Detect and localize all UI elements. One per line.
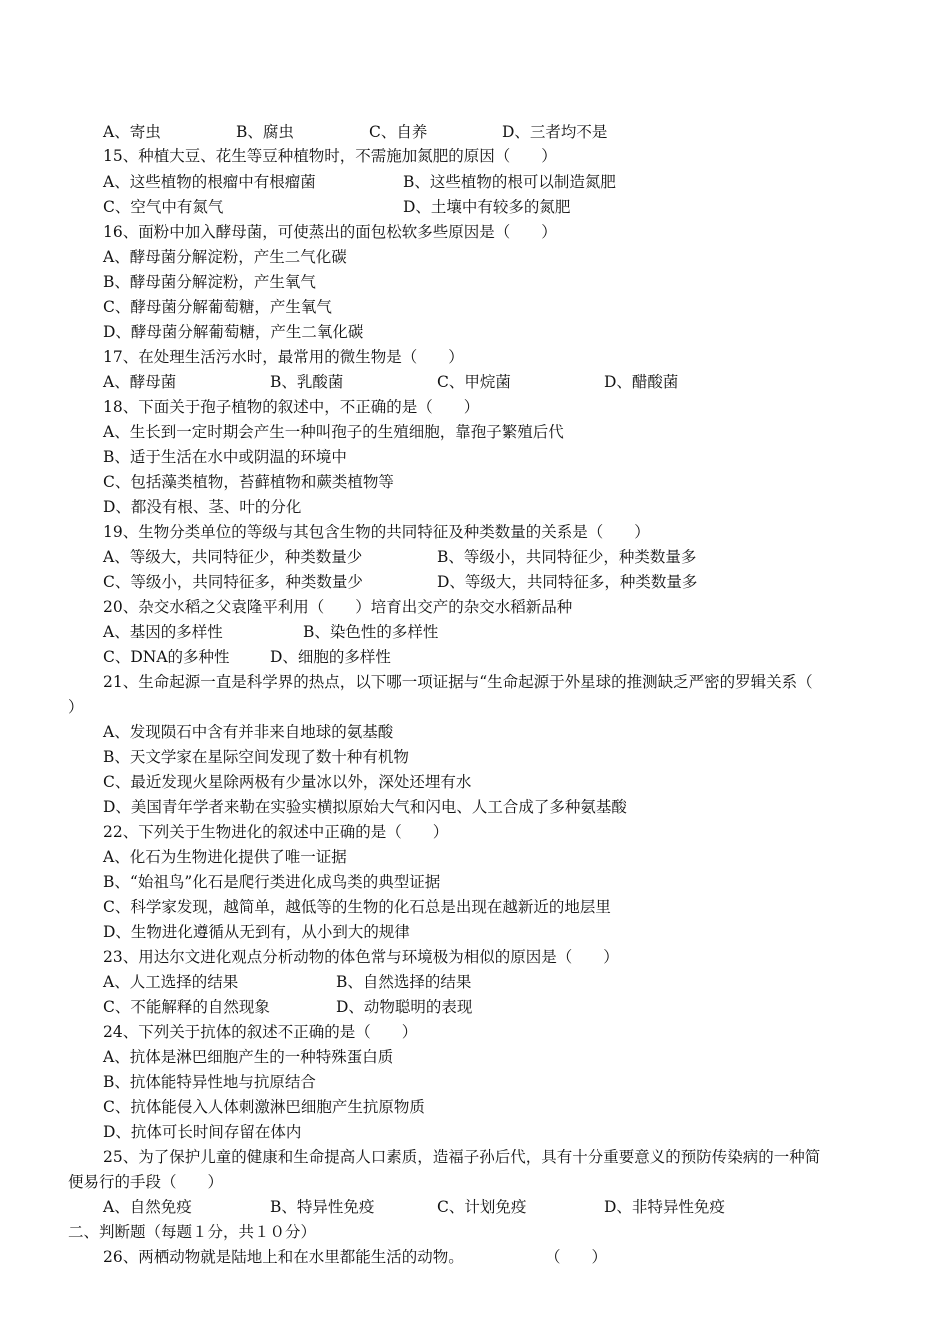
q21-stem: 21、生命起源一直是科学界的热点，以下哪一项证据与“生命起源于外星球的推测缺乏严密的罗辑关系（ — [103, 673, 813, 691]
q22-stem: 22、下列关于生物进化的叙述中正确的是（ ） — [103, 823, 449, 841]
q14-option-d: D、三者均不是 — [502, 123, 608, 141]
q15-option-c: C、空气中有氮气 — [103, 198, 224, 216]
q18-option-a: A、生长到一定时期会产生一种叫孢子的生殖细胞，靠孢子繁殖后代 — [103, 423, 564, 441]
q24-option-c: C、抗体能侵入人体刺激淋巴细胞产生抗原物质 — [103, 1098, 425, 1116]
q20-option-d: D、细胞的多样性 — [270, 648, 391, 666]
q24-stem: 24、下列关于抗体的叙述不正确的是（ ） — [103, 1023, 418, 1041]
q16-option-a: A、酵母菌分解淀粉，产生二气化碳 — [103, 248, 347, 266]
q15-stem: 15、种植大豆、花生等豆种植物时，不需施加氮肥的原因（ ） — [103, 147, 557, 165]
q25-option-a: A、自然免疫 — [103, 1198, 192, 1216]
q17-stem: 17、在处理生活污水时，最常用的微生物是（ ） — [103, 348, 464, 366]
q17-option-a: A、酵母菌 — [103, 373, 177, 391]
q21-option-a: A、发现陨石中含有并非来自地球的氨基酸 — [103, 723, 394, 741]
q14-option-a: A、寄虫 — [103, 123, 161, 141]
q19-option-b: B、等级小，共同特征少，种类数量多 — [437, 548, 697, 566]
q16-option-c: C、酵母菌分解葡萄糖，产生氧气 — [103, 298, 332, 316]
q24-option-a: A、抗体是淋巴细胞产生的一种特殊蛋白质 — [103, 1048, 394, 1066]
q19-stem: 19、生物分类单位的等级与其包含生物的共同特征及种类数量的关系是（ ） — [103, 523, 650, 541]
q19-option-d: D、等级大，共同特征多，种类数量多 — [437, 573, 698, 591]
q21-option-b: B、天文学家在星际空间发现了数十种有机物 — [103, 748, 409, 766]
q18-option-b: B、适于生活在水中或阴温的环境中 — [103, 448, 347, 466]
q22-option-c: C、科学家发现，越简单，越低等的生物的化石总是出现在越新近的地层里 — [103, 898, 611, 916]
q25-stem-end: 便易行的手段（ ） — [68, 1173, 224, 1191]
q23-option-b: B、自然选择的结果 — [336, 973, 472, 991]
q22-option-b: B、“始祖鸟”化石是爬行类进化成鸟类的典型证据 — [103, 873, 441, 891]
q21-option-d: D、美国青年学者来勒在实验实横拟原始大气和闪电、人工合成了多种氨基酸 — [103, 798, 627, 816]
q20-stem: 20、杂交水稻之父袁隆平利用（ ）培育出交产的杂交水稻新品种 — [103, 598, 573, 616]
q23-option-d: D、动物聪明的表现 — [336, 998, 473, 1016]
q15-option-a: A、这些植物的根瘤中有根瘤菌 — [103, 173, 316, 191]
q24-option-b: B、抗体能特异性地与抗原结合 — [103, 1073, 316, 1091]
q15-option-d: D、土壤中有较多的氮肥 — [403, 198, 571, 216]
q25-option-b: B、特异性免疫 — [270, 1198, 375, 1216]
q22-option-d: D、生物进化遵循从无到有，从小到大的规律 — [103, 923, 410, 941]
q17-option-c: C、甲烷菌 — [437, 373, 511, 391]
q25-option-d: D、非特异性免疫 — [604, 1198, 725, 1216]
q23-stem: 23、用达尔文进化观点分析动物的体色常与环境极为相似的原因是（ ） — [103, 948, 619, 966]
q17-option-b: B、乳酸菌 — [270, 373, 344, 391]
q19-option-a: A、等级大，共同特征少，种类数量少 — [103, 548, 363, 566]
q24-option-d: D、抗体可长时间存留在体内 — [103, 1123, 302, 1141]
q16-option-b: B、酵母菌分解淀粉，产生氧气 — [103, 273, 316, 291]
q18-option-d: D、都没有根、茎、叶的分化 — [103, 498, 302, 516]
q18-option-c: C、包括藻类植物，苔藓植物和蕨类植物等 — [103, 473, 394, 491]
q26-answer-blank: （ ） — [545, 1248, 608, 1266]
q22-option-a: A、化石为生物进化提供了唯一证据 — [103, 848, 347, 866]
q21-stem-end: ） — [68, 698, 84, 716]
q25-option-c: C、计划免疫 — [437, 1198, 527, 1216]
q19-option-c: C、等级小，共同特征多，种类数量少 — [103, 573, 363, 591]
q23-option-c: C、不能解释的自然现象 — [103, 998, 270, 1016]
q25-stem: 25、为了保护儿童的健康和生命提高人口素质，造福子孙后代，具有十分重要意义的预防传染病的一种简 — [103, 1148, 821, 1166]
q14-option-c: C、自养 — [369, 123, 428, 141]
q20-option-a: A、基因的多样性 — [103, 623, 223, 641]
q15-option-b: B、这些植物的根可以制造氮肥 — [403, 173, 616, 191]
q21-option-c: C、最近发现火星除两极有少量冰以外，深处还埋有水 — [103, 773, 472, 791]
q20-option-c: C、DNA的多种性 — [103, 648, 230, 666]
q26-stem: 26、两栖动物就是陆地上和在水里都能生活的动物。 — [103, 1248, 464, 1266]
section-title-judgement: 二、判断题（每题１分，共１０分） — [68, 1223, 317, 1241]
q17-option-d: D、醋酸菌 — [604, 373, 679, 391]
q14-option-b: B、腐虫 — [236, 123, 294, 141]
q23-option-a: A、人工选择的结果 — [103, 973, 239, 991]
q20-option-b: B、染色性的多样性 — [303, 623, 439, 641]
q16-option-d: D、酵母菌分解葡萄糖，产生二氧化碳 — [103, 323, 364, 341]
q18-stem: 18、下面关于孢子植物的叙述中，不正确的是（ ） — [103, 398, 480, 416]
q16-stem: 16、面粉中加入酵母菌，可使蒸出的面包松软多些原因是（ ） — [103, 223, 557, 241]
